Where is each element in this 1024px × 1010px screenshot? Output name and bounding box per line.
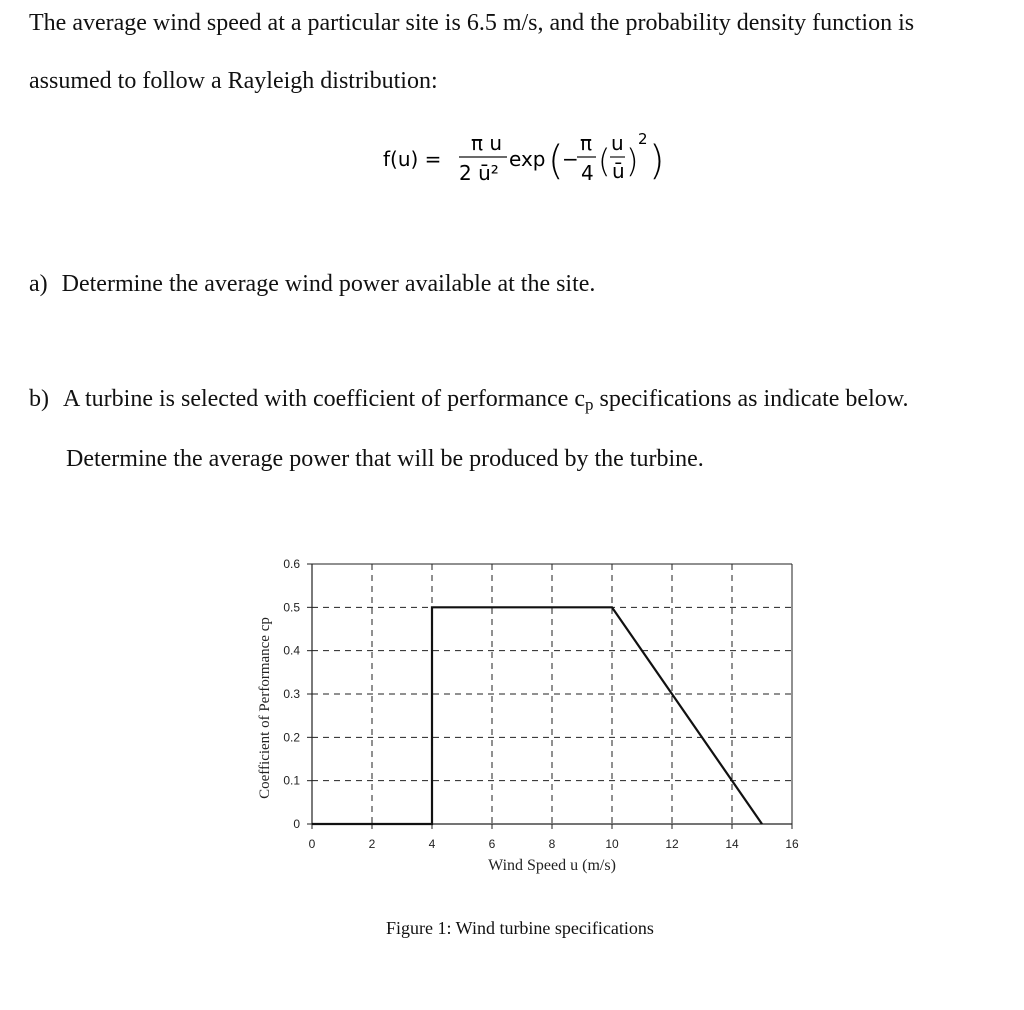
x-tick-label: 16 <box>785 837 799 851</box>
x-tick-label: 8 <box>548 837 556 851</box>
y-tick-label: 0.4 <box>283 643 300 658</box>
x-tick-label: 12 <box>665 837 679 851</box>
figure-caption: Figure 1: Wind turbine specifications <box>386 918 654 938</box>
formula-power: 2 <box>638 130 648 148</box>
y-tick-label: 0.2 <box>283 730 300 745</box>
part-b-line-2: Determine the average power that will be produced by the turbine. <box>66 446 704 472</box>
rayleigh-formula <box>383 128 703 198</box>
part-b-text-pre: A turbine is selected with coefficient of performance c <box>63 386 586 412</box>
x-axis-title: Wind Speed u (m/s) <box>488 857 616 874</box>
formula-lhs: f(u) = <box>383 147 442 171</box>
frac1-denominator: 2 ū² <box>459 161 499 185</box>
y-tick-label: 0.3 <box>283 687 300 701</box>
x-tick-label: 2 <box>368 837 376 851</box>
x-tick-label: 4 <box>428 837 436 851</box>
frac1-numerator: π u <box>471 131 503 155</box>
part-b-marker: b) <box>29 386 49 412</box>
part-b-text-post: specifications as indicate below. <box>593 386 909 412</box>
frac3-denominator: ū <box>612 159 625 183</box>
y-tick-label: 0.6 <box>283 557 300 571</box>
intro-line-1: The average wind speed at a particular site is 6.5 m/s, and the probability density function is <box>29 10 915 36</box>
formula-minus: − <box>562 147 579 171</box>
y-tick-label: 0.5 <box>283 600 300 615</box>
x-tick-label: 10 <box>605 837 619 851</box>
part-a <box>29 271 595 298</box>
x-tick-label: 14 <box>725 837 739 851</box>
x-tick-label: 6 <box>488 837 496 851</box>
formula-exp: exp <box>509 147 546 171</box>
cp-series-line <box>312 607 762 824</box>
part-b <box>29 386 909 415</box>
y-tick-label: 0 <box>293 817 300 831</box>
cp-chart <box>240 548 810 888</box>
close-paren-outer: ) <box>649 138 665 184</box>
x-tick-label: 0 <box>308 837 316 851</box>
y-tick-label: 0.1 <box>283 773 300 788</box>
frac3-numerator: u <box>611 131 624 155</box>
open-paren-outer: ( <box>548 138 564 184</box>
y-axis-title: Coefficient of Performance cp <box>257 617 273 799</box>
part-b-subscript: p <box>585 395 594 414</box>
open-paren-inner: ( <box>598 142 611 180</box>
intro-line-2: assumed to follow a Rayleigh distribution: <box>29 68 438 94</box>
close-paren-inner: ) <box>626 142 639 180</box>
part-a-text: Determine the average wind power available at the site. <box>61 271 596 297</box>
frac2-denominator: 4 <box>581 161 594 185</box>
part-a-marker: a) <box>29 271 48 297</box>
frac2-numerator: π <box>580 131 593 155</box>
